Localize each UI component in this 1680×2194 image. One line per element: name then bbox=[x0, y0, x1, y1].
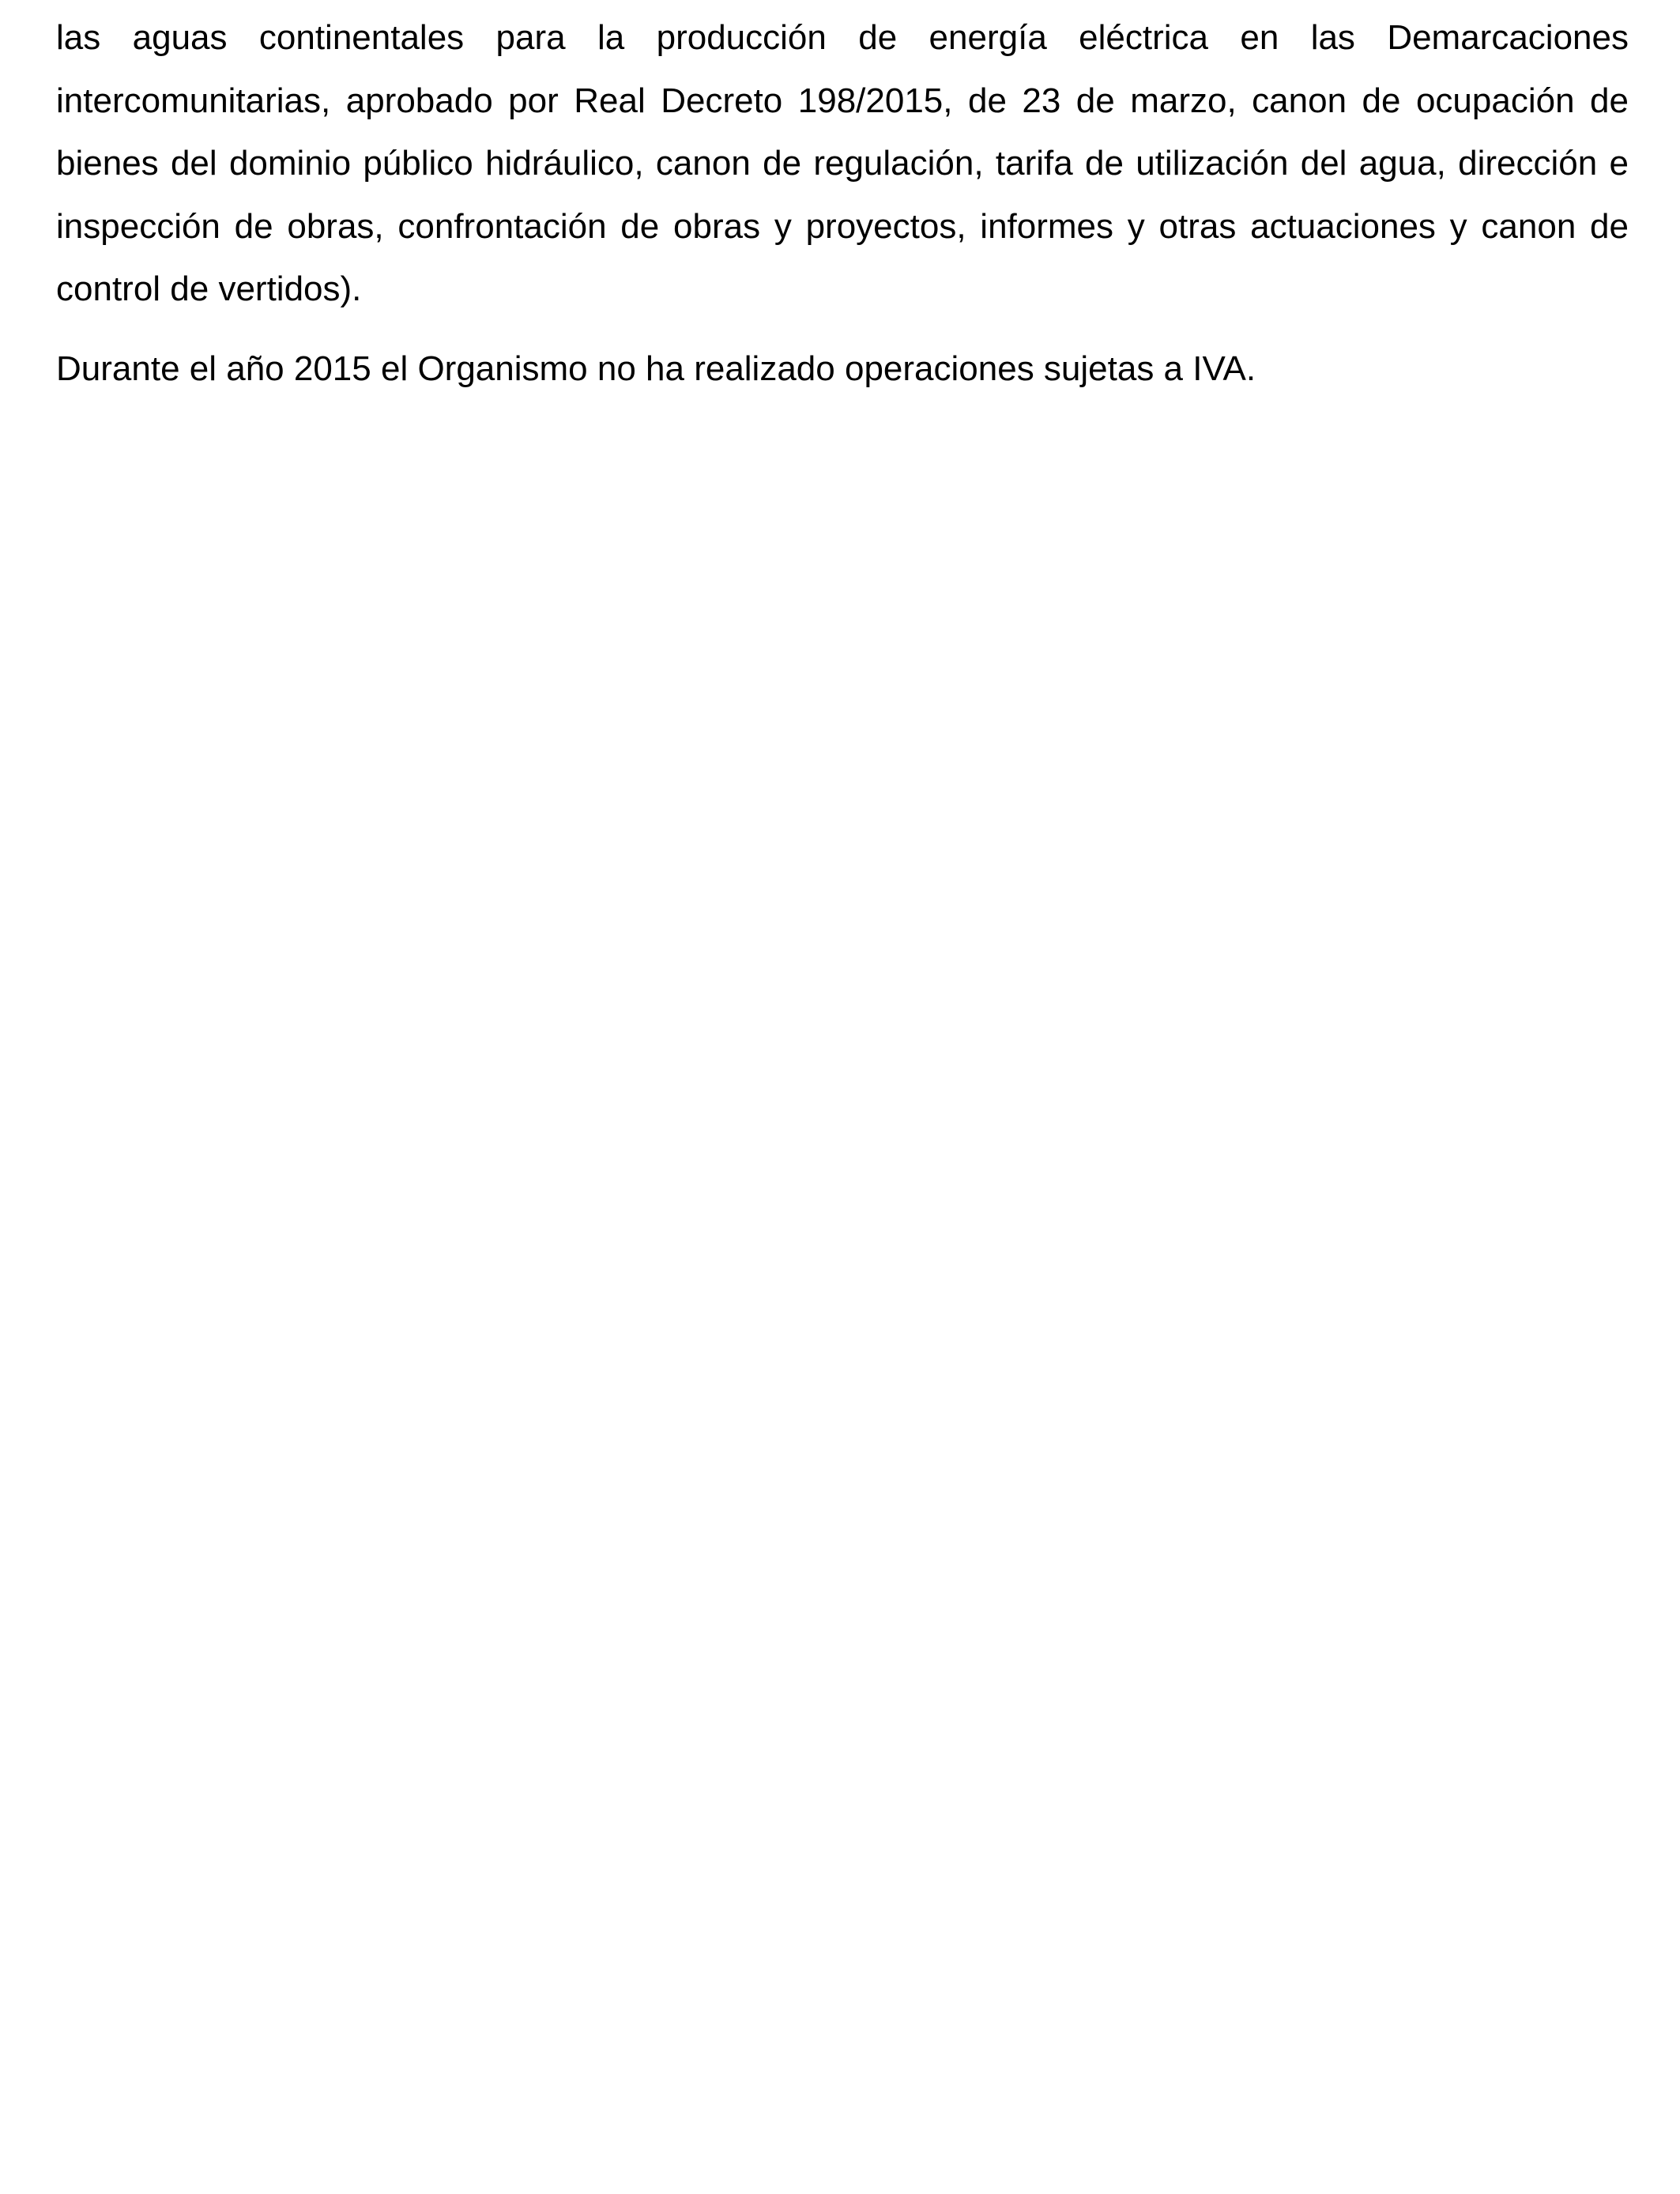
paragraph-revenue-sources: las aguas continentales para la producción de energía eléctrica en las Demarcaciones intercomunitarias, aprobado por Real Decreto 198/2015, de 23 de marzo, canon de ocupación de bienes del dominio público hidráulico, canon de regulación, tarifa de utilización del agua, dirección e inspección de obras, confrontación de obras y proyectos, informes y otras actuaciones y canon de control de vertidos). bbox=[56, 18, 1629, 308]
paragraph-iva-statement: Durante el año 2015 el Organismo no ha realizado operaciones sujetas a IVA. bbox=[56, 349, 1256, 388]
document-body bbox=[56, 6, 1629, 400]
